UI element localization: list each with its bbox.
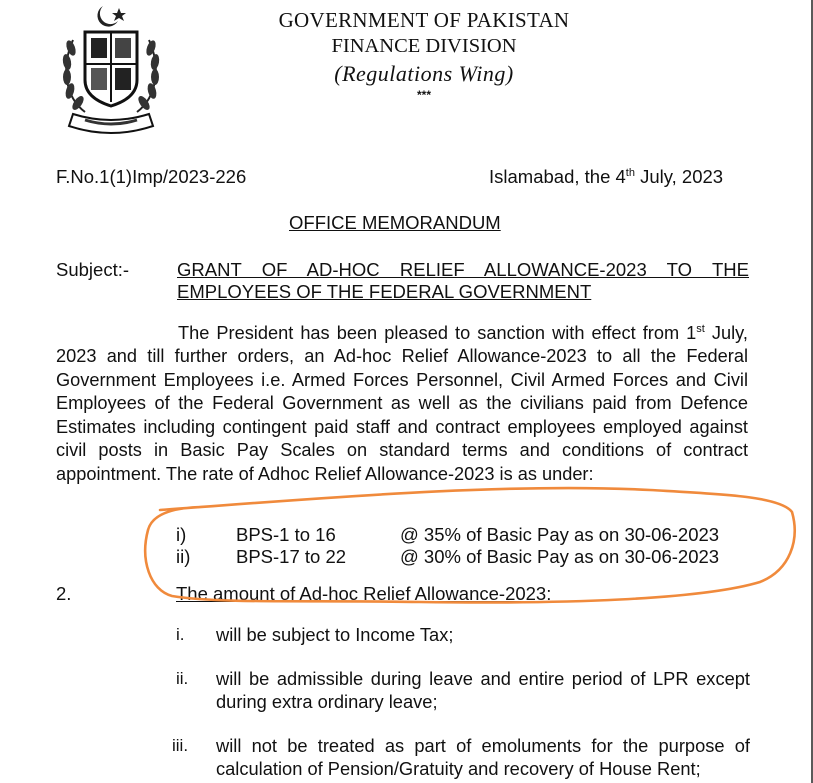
header-wing: (Regulations Wing) [334, 61, 514, 86]
paragraph-2-number: 2. [56, 583, 72, 604]
rate-value-1: @ 35% of Basic Pay as on 30-06-2023 [400, 524, 720, 545]
paragraph-1-part2: July, 2023 and till further orders, an Ad-hoc Relief Allowance-2023 to all the Federal Government Employees i.e. Armed Forces Personnel, Civil Armed Forces and Civil Employees of the Federal Government as well as the civilians paid from Defence Estimates including contingent paid staff and contract employees employed against civil posts in Basic Pay Scales on standard terms and conditions of contract appointment. The rate of Adhoc Relief Allowance-2023 is as under: [56, 323, 748, 484]
paragraph-2-intro: The amount of Ad-hoc Relief Allowance-2023: [176, 583, 552, 604]
item-number-2: ii. [176, 669, 189, 688]
subject-label: Subject:- [56, 259, 130, 280]
file-number: F.No.1(1)Imp/2023-226 [56, 166, 247, 187]
rate-scale-2: BPS-17 to 22 [236, 546, 347, 567]
place-date-sup: th [625, 166, 635, 179]
subject-line-1: GRANT OF AD-HOC RELIEF ALLOWANCE-2023 TO THE [177, 259, 749, 280]
memo-title: OFFICE MEMORANDUM [289, 212, 501, 233]
item-number-1: i. [176, 625, 185, 644]
place-date-suffix: July, 2023 [634, 166, 724, 187]
header-division: FINANCE DIVISION [331, 35, 517, 57]
item-text-2: will be admissible during leave and entire period of LPR except during extra ordinary leave; [216, 668, 750, 712]
item-text-1: will be subject to Income Tax; [216, 624, 454, 645]
rate-num-1: i) [176, 524, 187, 545]
paragraph-1-part1: The President has been pleased to sanction with effect from 1 [178, 323, 697, 344]
place-date-prefix: Islamabad, the 4 [489, 166, 626, 187]
subject-line-2: EMPLOYEES OF THE FEDERAL GOVERNMENT [177, 281, 592, 302]
header-stars: *** [416, 88, 431, 102]
header-government: GOVERNMENT OF PAKISTAN [278, 8, 570, 32]
item-number-3: iii. [172, 736, 189, 755]
paragraph-1-sup: st [696, 323, 705, 335]
rate-num-2: ii) [176, 546, 191, 567]
item-text-3: will not be treated as part of emoluments for the purpose of calculation of Pension/Gratuity and recovery of House Rent; [216, 735, 750, 779]
rate-value-2: @ 30% of Basic Pay as on 30-06-2023 [400, 546, 720, 567]
rate-scale-1: BPS-1 to 16 [236, 524, 336, 545]
